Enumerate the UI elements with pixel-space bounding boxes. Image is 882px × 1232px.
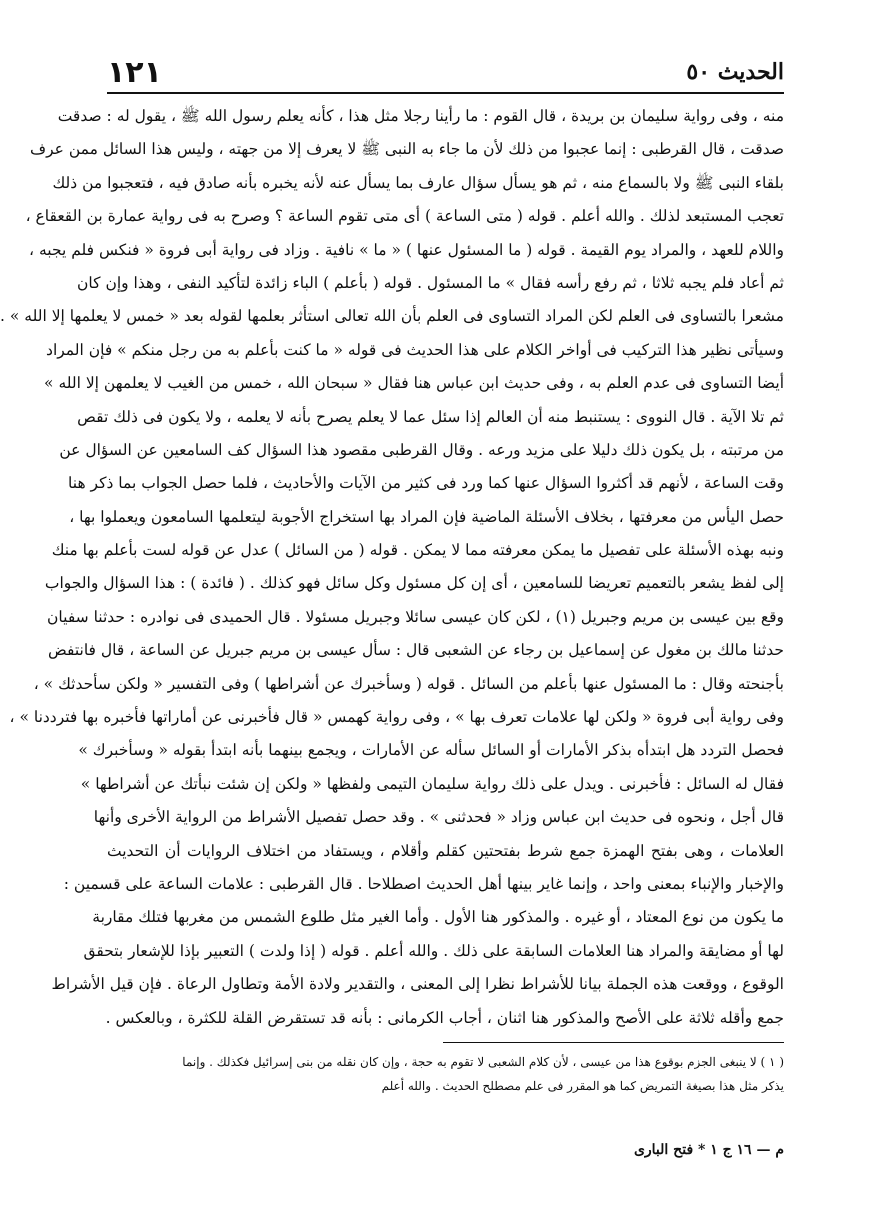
text-line: العلامات ، وهى بفتح الهمزة جمع شرط بفتحتين كقلم وأقلام ، ويستفاد من اختلاف الروايات أن التحديث (107, 841, 784, 860)
footnote-line: ( ١ ) لا ينبغى الجزم بوقوع هذا من عيسى ، لأن كلام الشعبى لا تقوم به حجة ، وإن كان نقله من بنى إسرائيل فكذلك . وإنما (182, 1055, 784, 1069)
text-line: من مرتبته ، بل يكون ذلك دليلا على مزيد ورعه . وقال القرطبى مقصود هذا السؤال كف السامعين عن السؤال عن (59, 440, 784, 459)
text-line: وقع بين عيسى بن مريم وجبريل (١) ، لكن كان عيسى سائلا وجبريل مسئولا . قال الحميدى فى نوادره : حدثنا سفيان (47, 607, 784, 626)
text-line: حصل اليأس من معرفتها ، بخلاف الأسئلة الماضية فإن المراد بها استخراج الأجوبة ليتعلمها السامعون ويعملوا بها ، (69, 507, 784, 526)
text-line: ثم أعاد فلم يجبه ثلاثا ، ثم رفع رأسه فقال » ما المسئول . قوله ( بأعلم ) الباء زائدة لتأكيد النفى ، وهذا وإن كان (77, 273, 784, 292)
text-line: وقت الساعة ، لأنهم قد أكثروا السؤال عنها كما ورد فى كثير من الآيات والأحاديث ، فلما حصل الجواب بما ذكر هنا (68, 474, 784, 493)
text-line: بلقاء النبى ﷺ ولا بالسماع منه ، ثم هو يسأل سؤال عارف بما يسأل عنه لأنه يخبره بأنه صادق فيه ، فتعجبوا من ذلك (52, 173, 784, 192)
footnote (107, 1050, 784, 1098)
page-header (107, 52, 784, 92)
text-line: وفى رواية أبى فروة « ولكن لها علامات تعرف بها » ، وفى رواية كهمس « قال فأخبرنى عن أماراتها فأخبره بها فترددنا » ، (9, 708, 784, 727)
text-line: لها أو مضايقة والمراد هنا العلامات السابقة على ذلك . والله أعلم . قوله ( إذا ولدت ) التعبير بإذا للإشعار بتحقق (83, 941, 784, 960)
text-line: إلى لفظ يشعر بالتعميم تعريضا للسامعين ، أى إن كل مسئول وكل سائل فهو كذلك . ( فائدة ) : هذا السؤال والجواب (44, 574, 784, 593)
text-line: تعجب المستبعد لذلك . والله أعلم . قوله ( متى الساعة ) أى متى تقوم الساعة ؟ وصرح به فى رواية عمارة بن القعقاع ، (25, 207, 784, 226)
text-line: منه ، وفى رواية سليمان بن بريدة ، قال القوم : ما رأينا رجلا مثل هذا ، كأنه يعلم رسول الله ﷺ ، يقول له : صدقت (57, 107, 784, 125)
text-line: وسيأتى نظير هذا التركيب فى أواخر الكلام على هذا الحديث فى قوله « ما كنت بأعلم به من رجل منكم » فإن المراد (46, 340, 784, 359)
text-line: واللام للعهد ، والمراد يوم القيمة . قوله ( ما المسئول عنها ) « ما » نافية . وزاد فى رواية أبى فروة « فنكس فلم يجبه ، (29, 240, 784, 259)
text-line: قال أجل ، ونحوه فى حديث ابن عباس وزاد « فحدثنى » . وقد حصل تفصيل الأشراط من الرواية الأخرى وأنها (93, 808, 784, 827)
text-line: جمع وأقله ثلاثة على الأصح والمذكور هنا اثنان ، أجاب الكرمانى : بأنه قد تستقرض القلة للكثرة ، وبالعكس . (105, 1008, 784, 1027)
text-line: ثم تلا الآية . قال النووى : يستنبط منه أن العالم إذا سئل عما لا يعلم يصرح بأنه لا يعلمه ، ولا يكون فى ذلك تقص (77, 407, 784, 426)
footnote-line: يذكر مثل هذا بصيغة التمريض كما هو المقرر فى علم مصطلح الحديث . والله أعلم (381, 1079, 784, 1093)
text-line: الوقوع ، ووقعت هذه الجملة بيانا للأشراط نظرا إلى المعنى ، والتقدير ولادة الأمة وتطاول الرعاة . فإن قيل الأشراط (51, 975, 784, 994)
page-number: ١٢١ (107, 54, 162, 90)
printer-signature: م — ١٦ ج ١ * فتح البارى (633, 1142, 784, 1158)
header-rule (107, 92, 784, 94)
running-title: الحديث ٥٠ (686, 59, 784, 85)
text-line: بأجنحته وقال : ما المسئول عنها بأعلم من السائل . قوله ( وسأخبرك عن أشراطها ) وفى التفسير « ولكن سأحدثك » ، (33, 674, 784, 693)
text-line: مشعرا بالتساوى فى العلم لكن المراد التساوى فى العلم بأن الله تعالى استأثر بعلمها لقوله بعد « خمس لا يعلمها إلا الله » . (0, 307, 784, 326)
text-line: أيضا التساوى فى عدم العلم به ، وفى حديث ابن عباس هنا فقال « سبحان الله ، خمس من الغيب لا يعلمهن إلا الله » (44, 374, 784, 393)
main-text (0, 100, 784, 1027)
text-line: حدثنا مالك بن مغول عن إسماعيل بن رجاء عن الشعبى قال : سأل عيسى بن مريم جبريل عن الساعة ، قال فانتفض (48, 641, 784, 660)
text-line: والإخبار والإنباء بمعنى واحد ، وإنما غاير بينها أهل الحديث اصطلاحا . قال القرطبى : علامات الساعة على قسمين : (63, 874, 784, 893)
text-line: ونبه بهذه الأسئلة على تفصيل ما يمكن معرفته مما لا يمكن . قوله ( من السائل ) عدل عن قوله لست بأعلم بها منك (51, 541, 784, 560)
text-line: فقال له السائل : فأخبرنى . ويدل على ذلك رواية سليمان التيمى ولفظها « ولكن إن شئت نبأتك عن أشراطها » (80, 774, 784, 793)
text-line: فحصل التردد هل ابتدأه بذكر الأمارات أو السائل سأله عن الأمارات ، ويجمع بينهما بأنه ابتدأ بقوله « وسأخبرك » (78, 741, 784, 760)
text-line: صدقت ، قال القرطبى : إنما عجبوا من ذلك لأن ما جاء به النبى ﷺ لا يعرف إلا من جهته ، وليس هذا السائل ممن عرف (30, 140, 784, 159)
text-line: ما يكون من نوع المعتاد ، أو غيره . والمذكور هنا الأول . وأما الغير مثل طلوع الشمس من مغربها فتلك مقاربة (92, 908, 784, 927)
footnote-rule (443, 1042, 784, 1043)
